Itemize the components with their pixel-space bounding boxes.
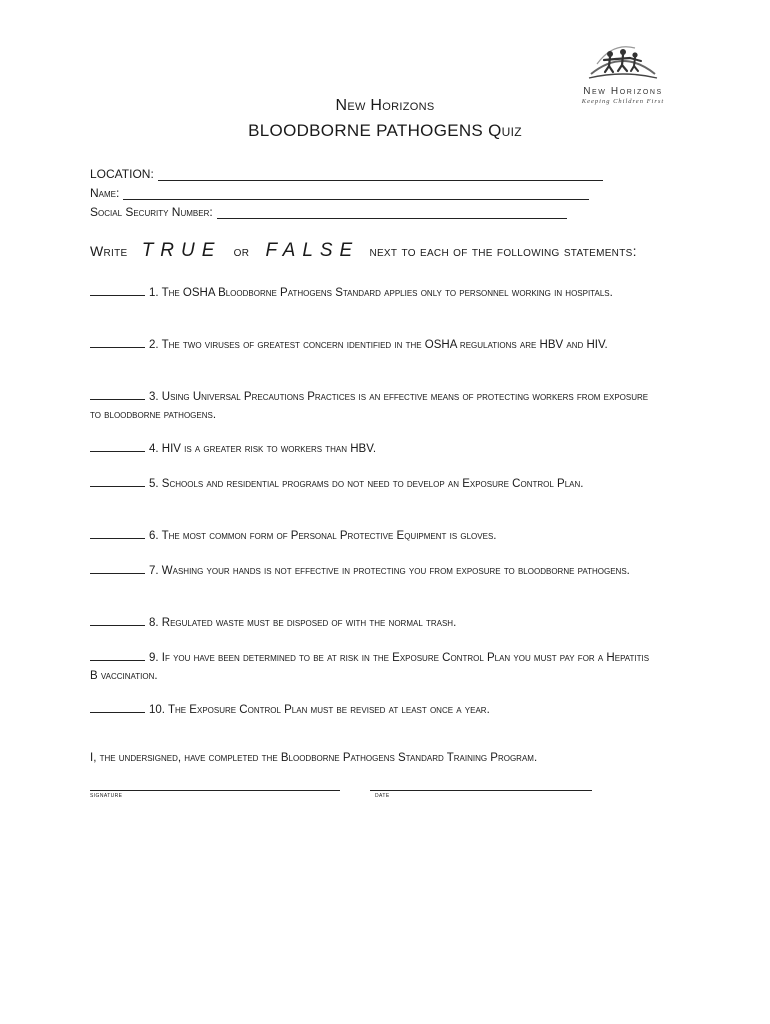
- question-text: 8. Regulated waste must be disposed of with the normal trash.: [149, 617, 457, 629]
- logo-name: New Horizons: [583, 86, 663, 97]
- location-label: LOCATION:: [90, 167, 154, 181]
- question-text: 9. If you have been determined to be at risk in the Exposure Control Plan you must pay for a Hepatitis B vaccination.: [90, 652, 650, 682]
- name-line[interactable]: [123, 187, 589, 200]
- answer-blank[interactable]: [90, 336, 145, 348]
- instructions: [90, 240, 637, 262]
- location-field: [90, 165, 603, 181]
- question-text: 7. Washing your hands is not effective in protecting you from exposure to bloodborne pathogens.: [149, 565, 630, 577]
- children-figures-icon: [583, 40, 663, 84]
- answer-blank[interactable]: [90, 527, 145, 539]
- page-title: BLOODBORNE PATHOGENS Quiz: [248, 121, 522, 140]
- question-item: [90, 701, 650, 719]
- question-item: [90, 527, 650, 545]
- true-word: TRUE: [141, 240, 222, 261]
- answer-blank[interactable]: [90, 475, 145, 487]
- org-title: New Horizons: [335, 97, 435, 114]
- question-text: 4. HIV is a greater risk to workers than HBV.: [149, 443, 377, 455]
- question-item: [90, 284, 650, 302]
- question-text: 1. The OSHA Bloodborne Pathogens Standard applies only to personnel working in hospitals.: [149, 287, 613, 299]
- logo-tagline: Keeping Children First: [581, 98, 665, 105]
- ssn-field: [90, 203, 567, 219]
- signature-line[interactable]: [90, 789, 340, 791]
- answer-blank[interactable]: [90, 388, 145, 400]
- question-text: 6. The most common form of Personal Protective Equipment is gloves.: [149, 530, 497, 542]
- answer-blank[interactable]: [90, 614, 145, 626]
- instructions-suffix: next to each of the following statements:: [369, 243, 637, 259]
- question-text: 2. The two viruses of greatest concern identified in the OSHA regulations are HBV and HIV.: [149, 339, 608, 351]
- name-label: Name:: [90, 186, 120, 200]
- ssn-label: Social Security Number:: [90, 205, 213, 219]
- or-word: or: [233, 243, 250, 259]
- question-item: [90, 388, 650, 424]
- question-item: [90, 649, 650, 685]
- false-word: FALSE: [265, 240, 360, 261]
- answer-blank[interactable]: [90, 649, 145, 661]
- ssn-line[interactable]: [217, 206, 567, 219]
- location-line[interactable]: [158, 168, 603, 181]
- question-text: 10. The Exposure Control Plan must be revised at least once a year.: [149, 704, 490, 716]
- question-item: [90, 475, 650, 493]
- date-line[interactable]: [370, 789, 592, 791]
- date-label: date: [375, 792, 390, 799]
- answer-blank[interactable]: [90, 562, 145, 574]
- question-item: [90, 562, 650, 580]
- question-item: [90, 336, 650, 354]
- acknowledgement-statement: I, the undersigned, have completed the Bloodborne Pathogens Standard Training Program.: [90, 752, 538, 764]
- name-field: [90, 184, 589, 200]
- answer-blank[interactable]: [90, 284, 145, 296]
- answer-blank[interactable]: [90, 440, 145, 452]
- question-item: [90, 614, 650, 632]
- answer-blank[interactable]: [90, 701, 145, 713]
- question-text: 5. Schools and residential programs do not need to develop an Exposure Control Plan.: [149, 478, 584, 490]
- question-item: [90, 440, 650, 458]
- question-text: 3. Using Universal Precautions Practices is an effective means of protecting workers from exposure to bloodborne pathogens.: [90, 391, 649, 421]
- signature-label: signature: [90, 792, 123, 799]
- new-horizons-logo: [568, 40, 678, 104]
- instructions-prefix: Write: [90, 243, 128, 259]
